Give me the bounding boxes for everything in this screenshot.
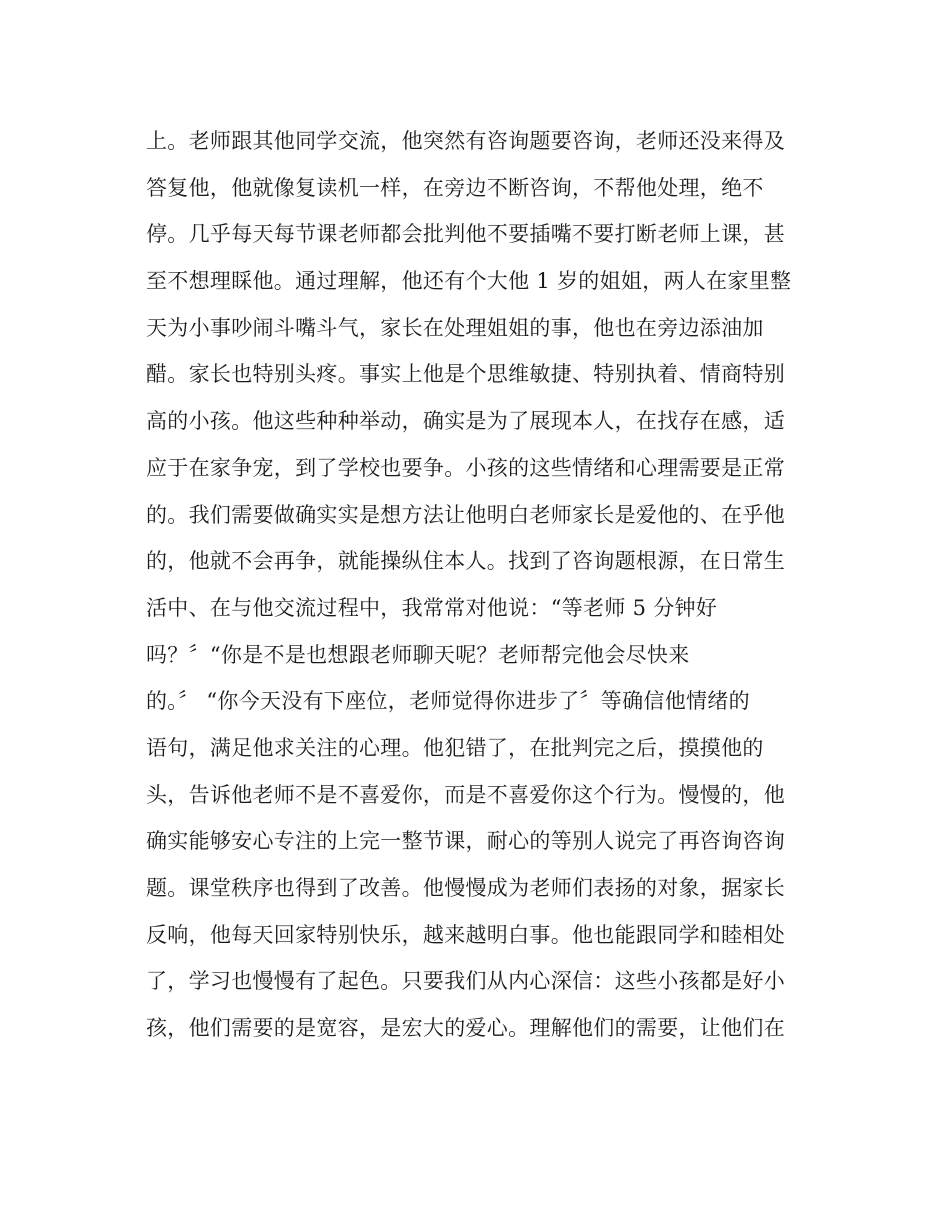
text-line: 确实能够安心专注的上完一整节课，耐心的等别人说完了再咨询咨询	[146, 829, 785, 854]
text-line: 上。老师跟其他同学交流，他突然有咨询题要咨询，老师还没来得及	[146, 129, 785, 153]
text-line: 醋。家长也特别头疼。事实上他是个思维敏捷、特别执着、情商特别	[146, 362, 785, 387]
text-line: 天为小事吵闹斗嘴斗气，家长在处理姐姐的事，他也在旁边添油加	[146, 315, 764, 340]
text-line: 题。课堂秩序也得到了改善。他慢慢成为老师们表扬的对象，据家长	[146, 876, 785, 900]
text-line: 答复他，他就像复读机一样，在旁边不断咨询，不帮他处理，绝不	[146, 175, 764, 200]
text-line: 应于在家争宠，到了学校也要争。小孩的这些情绪和心理需要是正常	[146, 455, 785, 480]
text-line: 高的小孩。他这些种种举动，确实是为了展现本人，在找存在感，适	[146, 409, 785, 434]
text-line: 吗？〞“你是不是也想跟老师聊天呢？老师帮完他会尽快来	[146, 642, 690, 667]
text-line: 语句，满足他求关注的心理。他犯错了，在批判完之后，摸摸他的	[146, 735, 764, 760]
text-line: 反响，他每天回家特别快乐，越来越明白事。他也能跟同学和睦相处	[146, 922, 785, 947]
text-line: 头，告诉他老师不是不喜爱你，而是不喜爱你这个行为。慢慢的，他	[146, 782, 785, 807]
text-line: 的，他就不会再争，就能操纵住本人。找到了咨询题根源，在日常生	[146, 549, 785, 574]
body-text	[146, 118, 826, 1052]
text-line: 停。几乎每天每节课老师都会批判他不要插嘴不要打断老师上课，甚	[146, 222, 785, 247]
text-line: 了，学习也慢慢有了起色。只要我们从内心深信：这些小孩都是好小	[146, 969, 785, 994]
text-line: 的。〞 “你今天没有下座位，老师觉得你进步了〞等确信他情绪的	[146, 689, 750, 714]
text-line: 至不想理睬他。通过理解，他还有个大他 1 岁的姐姐，两人在家里整	[146, 269, 792, 294]
text-line: 的。我们需要做确实实是想方法让他明白老师家长是爱他的、在乎他	[146, 502, 785, 527]
text-line: 活中、在与他交流过程中，我常常对他说：“等老师 5 分钟好	[146, 595, 718, 620]
text-line: 孩，他们需要的是宽容，是宏大的爱心。理解他们的需要，让他们在	[146, 1016, 785, 1041]
